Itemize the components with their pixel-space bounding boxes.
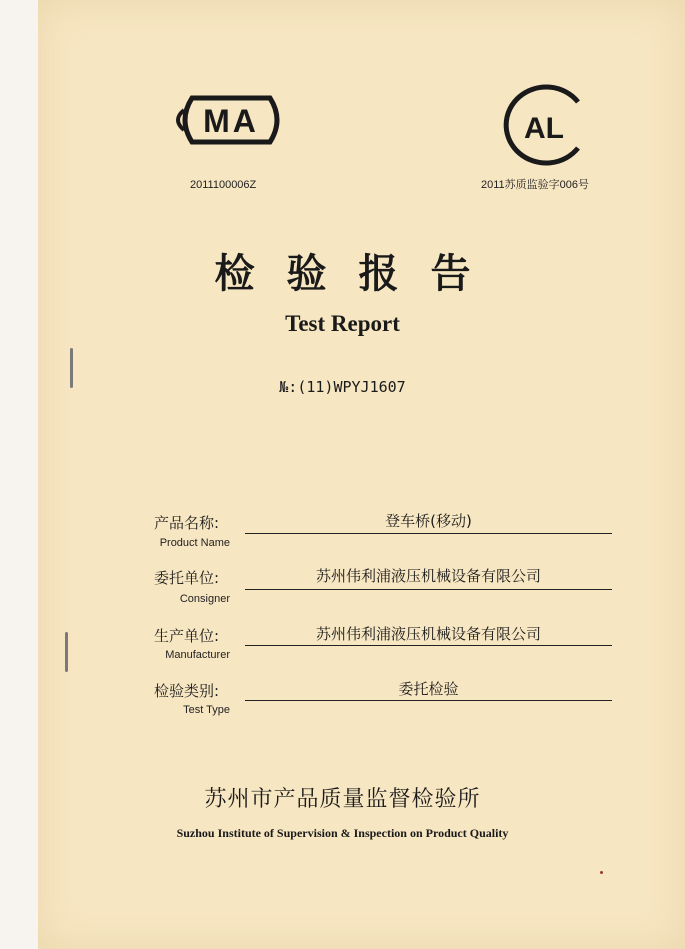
consigner-underline: [245, 589, 612, 590]
cal-logo-text: AL: [524, 112, 564, 145]
report-number: №:(11)WPYJ1607: [279, 378, 406, 396]
cma-logo-text: MA: [203, 103, 259, 139]
product-name-value: 登车桥(移动): [385, 512, 472, 530]
report-title-chinese: 检验报告: [214, 251, 503, 297]
institute-name-chinese: 苏州市产品质量监督检验所: [204, 787, 481, 812]
test-type-value: 委托检验: [398, 680, 459, 698]
manufacturer-label-en: Manufacturer: [165, 649, 230, 661]
consigner-label-en: Consigner: [179, 593, 230, 605]
report-title-english: Test Report: [285, 311, 400, 336]
test-type-label-en: Test Type: [183, 704, 230, 716]
manufacturer-label: 生产单位:: [154, 627, 220, 645]
test-type-underline: [245, 700, 612, 701]
cma-logo-icon: [172, 90, 290, 150]
cma-code: 2011100006Z: [190, 179, 257, 191]
product-name-underline: [245, 533, 612, 534]
institute-name-english: Suzhou Institute of Supervision & Inspection on Product Quality: [176, 826, 509, 840]
staple-bottom: [65, 632, 68, 672]
consigner-label: 委托单位:: [154, 569, 220, 587]
test-type-label: 检验类别:: [154, 682, 220, 700]
product-name-label: 产品名称:: [154, 514, 220, 532]
manufacturer-underline: [245, 645, 612, 646]
cal-logo-icon: [492, 82, 592, 168]
red-ink-speck: [600, 871, 603, 874]
manufacturer-value: 苏州伟利浦液压机械设备有限公司: [315, 625, 541, 643]
cal-code: 2011苏质监验字006号: [481, 179, 590, 191]
product-name-label-en: Product Name: [159, 537, 230, 549]
consigner-value: 苏州伟利浦液压机械设备有限公司: [315, 567, 541, 585]
